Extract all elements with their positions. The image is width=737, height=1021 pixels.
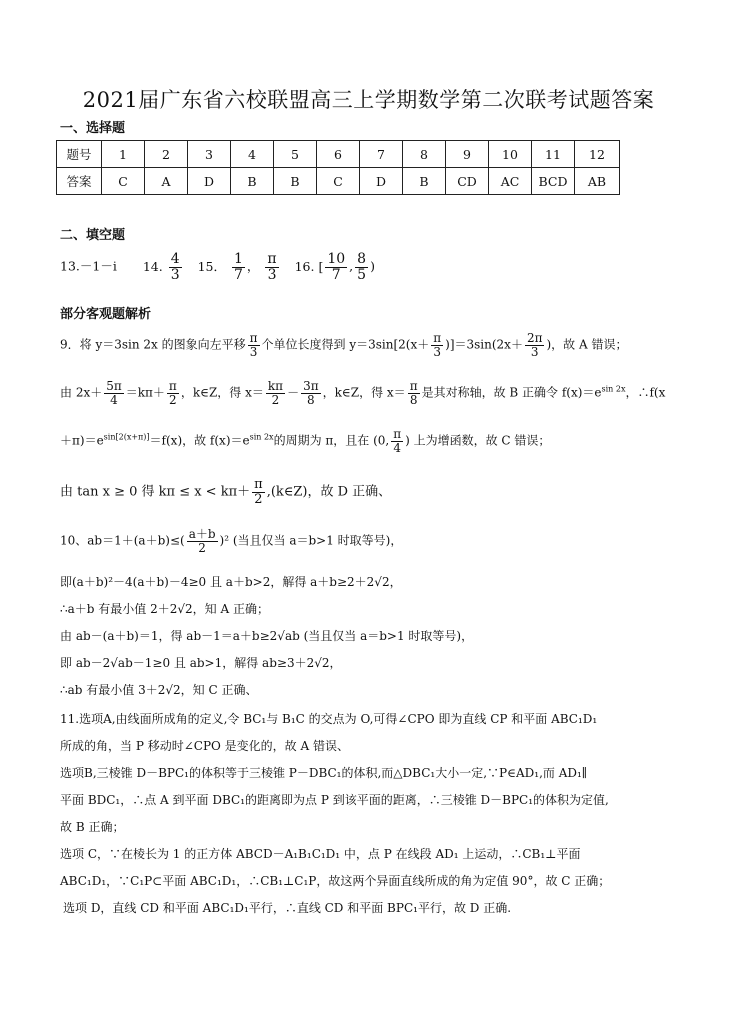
table-cell: 1: [102, 141, 145, 168]
table-row-numbers: [57, 141, 620, 168]
answer-16a-fraction: $\frac{10}{7}$: [327, 251, 346, 283]
q9-line-3: $+\pi)=e^{sin[2(x+\pi)]}=f(x)$，故 $f(x)=e^{sin 2x}$的周期为 π，且在 (0, $\frac{\pi}{4}$ ) 上为增函数，故 C 错误；: [60, 427, 551, 455]
table-cell: 2: [145, 141, 188, 168]
table-cell: 5: [274, 141, 317, 168]
q11-line-5: 故 B 正确；: [60, 820, 125, 834]
q10-line-6: ∴ab 有最小值 3＋2√2，知 C 正确、: [60, 683, 258, 697]
section-choice-heading: 一、选择题: [60, 121, 126, 136]
fraction: $\frac{\pi}{3}$: [249, 331, 258, 359]
answer-16b-fraction: $\frac{8}{5}$: [357, 251, 367, 283]
table-cell: B: [231, 168, 274, 195]
table-header-cell: 答案: [57, 168, 102, 195]
table-header-cell: 题号: [57, 141, 102, 168]
table-cell: AB: [575, 168, 620, 195]
table-cell: 3: [188, 141, 231, 168]
table-cell: 6: [317, 141, 360, 168]
q9-line-4: 由 tan x ≥ 0 得 kπ ≤ x < kπ＋ $\frac{\pi}{2}$ ,(k∈Z)，故 D 正确、: [60, 477, 392, 507]
q9-line-2: 由 2x＋ $\frac{5\pi}{4}$ ＝kπ＋ $\frac{\pi}{2}$ ，k∈Z，得 x＝ $\frac{k\pi}{2}$ － $\frac{3\pi}{8}$ ，k∈Z，得 x＝ $\frac{\pi}{8}$ 是其对称轴，故 B 正确令 $f(x)=e^{sin 2x}$，∴f(x: [60, 379, 666, 407]
q10-line-3: ∴a＋b 有最小值 2＋2√2，知 A 正确；: [60, 602, 269, 616]
table-row-answers: [57, 168, 620, 195]
answer-13: 13.－1－i: [60, 258, 117, 274]
answer-15b-fraction: $\frac{\pi}{3}$: [267, 251, 277, 283]
table-cell: C: [317, 168, 360, 195]
table-cell: 4: [231, 141, 274, 168]
answer-table: [56, 140, 620, 195]
table-cell: 7: [360, 141, 403, 168]
table-cell: B: [274, 168, 317, 195]
q10-line-4: 由 ab－(a＋b)＝1，得 ab－1＝a＋b≥2√ab (当且仅当 a＝b>1 时取等号)，: [60, 629, 474, 643]
table-cell: B: [403, 168, 446, 195]
q11-line-4: 平面 BDC₁，∴点 A 到平面 DBC₁的距离即为点 P 到该平面的距离，∴三棱锥 D－BPC₁的体积为定值,: [60, 793, 609, 807]
table-cell: 8: [403, 141, 446, 168]
q11-line-7: ABC₁D₁，∵C₁P⊂平面 ABC₁D₁，∴CB₁⊥C₁P，故这两个异面直线所成的角为定值 90°，故 C 正确；: [60, 874, 611, 888]
table-cell: D: [360, 168, 403, 195]
answer-15a-fraction: $\frac{1}{7}$: [234, 251, 243, 283]
q11-line-8: 选项 D，直线 CD 和平面 ABC₁D₁平行，∴直线 CD 和平面 BPC₁平行，故 D 正确.: [63, 901, 512, 915]
page-title: 2021届广东省六校联盟高三上学期数学第二次联考试题答案: [82, 88, 655, 112]
section-analysis-heading: 部分客观题解析: [60, 307, 152, 322]
table-cell: A: [145, 168, 188, 195]
table-cell: CD: [446, 168, 489, 195]
table-cell: BCD: [532, 168, 575, 195]
table-cell: 10: [489, 141, 532, 168]
table-cell: D: [188, 168, 231, 195]
q11-line-6: 选项 C，∵在棱长为 1 的正方体 ABCD－A₁B₁C₁D₁ 中，点 P 在线段 AD₁ 上运动，∴CB₁⊥平面: [60, 847, 581, 861]
q10-line-1: 10、ab＝1＋(a＋b)≤( $\frac{a+b}{2}$ )² (当且仅当 a＝b>1 时取等号)，: [60, 527, 403, 555]
table-cell: 11: [532, 141, 575, 168]
q11-line-1: 11.选项A,由线面所成角的定义,令 BC₁与 B₁C 的交点为 O,可得∠CPO 即为直线 CP 和平面 ABC₁D₁: [60, 712, 598, 726]
q10-line-2: 即(a＋b)²－4(a＋b)－4≥0 且 a＋b>2，解得 a＋b≥2＋2√2，: [60, 575, 402, 589]
q11-line-2: 所成的角，当 P 移动时∠CPO 是变化的，故 A 错误、: [60, 739, 349, 753]
fraction: $\frac{2\pi}{3}$: [526, 331, 543, 359]
q11-line-3: 选项B,三棱锥 D－BPC₁的体积等于三棱锥 P－DBC₁的体积,而△DBC₁大小一定,∵P∈AD₁,而 AD₁∥: [60, 766, 588, 780]
table-cell: AC: [489, 168, 532, 195]
q9-line-1: 9．将 y＝3sin 2x 的图象向左平移 $\frac{\pi}{3}$ 个单位长度得到 y＝3sin[2(x＋ $\frac{\pi}{3}$ )]＝3sin(2x＋ $\frac{2\pi}{3}$ )，故 A 错误；: [60, 331, 628, 359]
table-cell: C: [102, 168, 145, 195]
section-fill-heading: 二、填空题: [60, 228, 126, 243]
q10-line-5: 即 ab－2√ab－1≥0 且 ab>1，解得 ab≥3＋2√2，: [60, 656, 342, 670]
fraction: $\frac{\pi}{3}$: [433, 331, 442, 359]
fill-answers: 13.－1－i 14. $\frac{4}{3}$ 15． $\frac{1}{7}$ ， $\frac{\pi}{3}$ 16. [ $\frac{10}{7}$ , $\frac{8}{5}$ ): [60, 251, 375, 283]
table-cell: 12: [575, 141, 620, 168]
answer-14-fraction: $\frac{4}{3}$: [170, 251, 180, 283]
table-cell: 9: [446, 141, 489, 168]
